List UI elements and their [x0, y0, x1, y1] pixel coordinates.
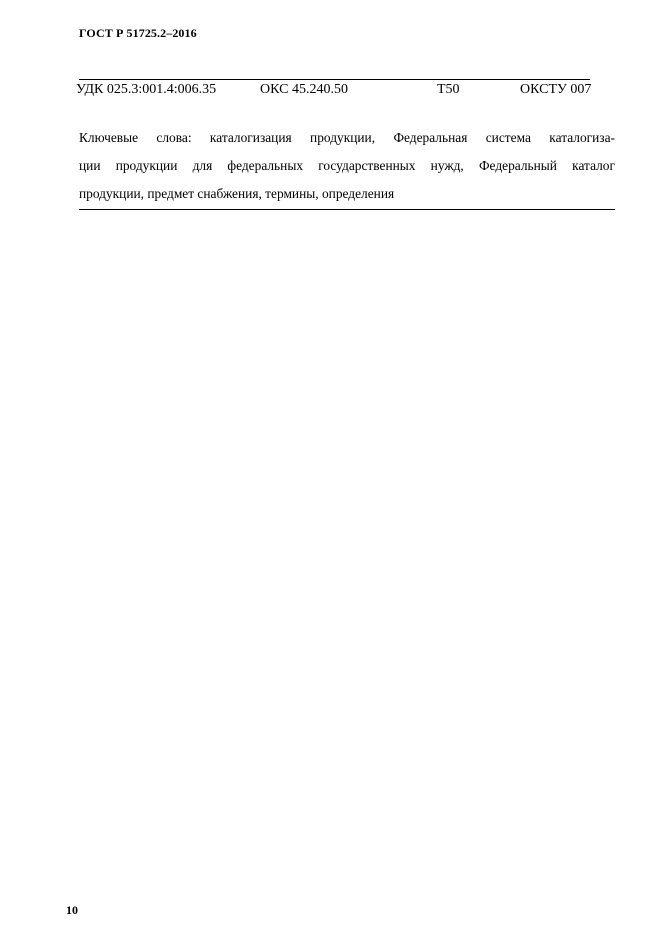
udk-code: УДК 025.3:001.4:006.35: [76, 82, 217, 97]
keywords-line: Ключевые слова: каталогизация продукции, Федеральная система каталогиза-: [79, 130, 615, 145]
top-divider: [79, 79, 590, 80]
bottom-divider: [79, 209, 615, 210]
keywords-line: продукции, предмет снабжения, термины, определения: [79, 186, 395, 201]
keywords-line: ции продукции для федеральных государственных нужд, Федеральный каталог: [79, 158, 615, 173]
page-number: 10: [66, 903, 78, 917]
document-header: ГОСТ Р 51725.2–2016: [79, 26, 197, 40]
keywords-block: [79, 124, 615, 208]
oks-code: ОКС 45.240.50: [260, 82, 348, 97]
okstu-code: ОКСТУ 007: [520, 82, 592, 97]
t-code: Т50: [437, 82, 460, 97]
